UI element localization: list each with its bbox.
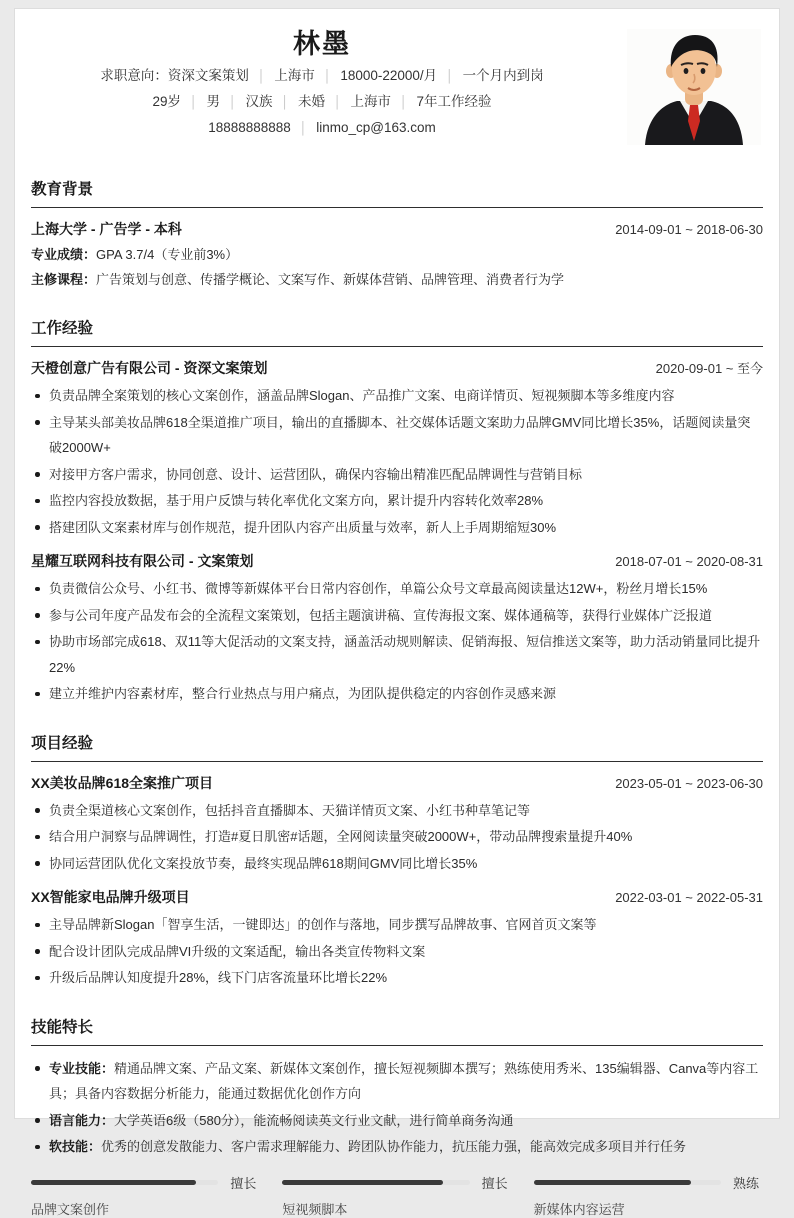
skill-text: 大学英语6级（580分），能流畅阅读英文行业文献，进行简单商务沟通 xyxy=(114,1112,514,1128)
bullet-dot-icon xyxy=(35,420,40,425)
phone-number: 18888888888 xyxy=(208,120,291,135)
ethnicity: 汉族 xyxy=(245,94,273,109)
skill-level-label: 擅长 xyxy=(481,1175,508,1191)
job-bullet-text: 负责微信公众号、小红书、微博等新媒体平台日常内容创作，单篇公众号文章最高阅读量达12W+，粉丝月增长15% xyxy=(49,581,708,596)
skill-bullet xyxy=(31,1108,763,1134)
skill-level-label: 熟练 xyxy=(732,1175,759,1191)
job-bullet xyxy=(31,410,763,461)
job-bullet xyxy=(31,515,763,541)
job-bullet xyxy=(31,629,763,680)
project-entry xyxy=(31,885,763,991)
courses-row xyxy=(31,267,763,292)
project-bullet-text: 主导品牌新Slogan「智享生活，一键即达」的创作与落地，同步撰写品牌故事、官网首页文案等 xyxy=(49,917,597,932)
contact-line xyxy=(31,115,613,141)
skill-bar-track xyxy=(282,1180,469,1185)
skill-bar xyxy=(282,1173,511,1192)
project-bullet xyxy=(31,824,763,850)
separator: │ xyxy=(299,121,308,135)
gpa-label: 专业成绩： xyxy=(31,247,97,262)
job-entry-head xyxy=(31,356,763,381)
job-bullet xyxy=(31,576,763,602)
job-intent: 求职意向：资深文案策划 xyxy=(100,68,249,83)
marital-status: 未婚 xyxy=(298,94,325,109)
company-position: 天橙创意广告有限公司 - 资深文案策划 xyxy=(31,360,268,376)
job-bullet xyxy=(31,462,763,488)
project-bullet-list xyxy=(31,912,763,991)
bullet-dot-icon xyxy=(35,1118,40,1123)
separator: │ xyxy=(257,69,266,83)
section-title-work: 工作经验 xyxy=(31,319,763,347)
bullet-dot-icon xyxy=(35,861,40,866)
job-bullet-text: 主导某头部美妆品牌618全渠道推广项目，输出的直播脚本、社交媒体话题文案助力品牌GMV同比增长35%，话题阅读量突破2000W+ xyxy=(49,414,751,455)
skill-level-label: 擅长 xyxy=(230,1175,257,1191)
separator: │ xyxy=(446,69,454,83)
job-date-range: 2018-07-01 ~ 2020-08-31 xyxy=(615,554,763,569)
skill-bar xyxy=(534,1173,763,1192)
project-title: XX智能家电品牌升级项目 xyxy=(31,889,190,905)
courses-value: 广告策划与创意、传播学概论、文案写作、新媒体营销、品牌管理、消费者行为学 xyxy=(96,272,565,287)
skill-bar-track xyxy=(31,1180,218,1185)
location: 上海市 xyxy=(350,94,391,109)
project-date-range: 2022-03-01 ~ 2022-05-31 xyxy=(615,890,763,905)
job-bullet-text: 协助市场部完成618、双11等大促活动的文案支持，涵盖活动规则解读、促销海报、短信推送文案等，助力活动销量同比提升22% xyxy=(49,634,761,675)
job-entry-head xyxy=(31,549,763,574)
bullet-dot-icon xyxy=(35,587,40,592)
project-bullet-text: 结合用户洞察与品牌调性，打造#夏日肌密#话题，全网阅读量突破2000W+，带动品牌搜索量提升40% xyxy=(49,829,633,844)
job-bullet-text: 建立并维护内容素材库，整合行业热点与用户痛点，为团队提供稳定的内容创作灵感来源 xyxy=(49,686,557,701)
candidate-name: 林墨 xyxy=(293,29,351,59)
clipped-skill-name: 品牌文案创作 xyxy=(31,1201,110,1217)
section-education xyxy=(31,180,763,292)
job-bullet-text: 参与公司年度产品发布会的全流程文案策划，包括主题演讲稿、宣传海报文案、媒体通稿等，获得行业媒体广泛报道 xyxy=(49,607,713,623)
section-projects xyxy=(31,734,763,991)
project-bullet xyxy=(31,798,763,824)
bullet-dot-icon xyxy=(35,1066,40,1071)
job-date-range: 2020-09-01 ~ 至今 xyxy=(655,361,763,376)
bullet-dot-icon xyxy=(35,976,40,981)
job-bullet-text: 搭建团队文案素材库与创作规范，提升团队内容产出质量与效率，新人上手周期缩短30% xyxy=(49,519,557,535)
skill-bar-fill xyxy=(31,1180,196,1185)
bullet-dot-icon xyxy=(35,808,40,813)
skill-bar-track xyxy=(534,1180,721,1185)
section-title-education: 教育背景 xyxy=(31,180,763,208)
separator: │ xyxy=(323,69,332,83)
skill-label: 软技能： xyxy=(49,1139,102,1154)
separator: │ xyxy=(400,95,408,109)
gender: 男 xyxy=(206,94,220,109)
job-bullet-text: 监控内容投放数据，基于用户反馈与转化率优化文案方向，累计提升内容转化效率28% xyxy=(49,493,544,508)
bullet-dot-icon xyxy=(35,472,40,477)
project-bullet-text: 配合设计团队完成品牌VI升级的文案适配，输出各类宣传物料文案 xyxy=(49,943,426,959)
education-date-range: 2014-09-01 ~ 2018-06-30 xyxy=(615,222,763,237)
bullet-dot-icon xyxy=(35,613,40,618)
skill-bars-row xyxy=(31,1173,763,1192)
bullet-dot-icon xyxy=(35,499,40,504)
skill-label: 语言能力： xyxy=(49,1112,115,1128)
age: 29岁 xyxy=(152,94,181,109)
company-position: 星耀互联网科技有限公司 - 文案策划 xyxy=(31,553,254,569)
education-entry-head xyxy=(31,217,763,242)
clipped-skill-names-row xyxy=(31,1199,763,1218)
bullet-dot-icon xyxy=(35,394,40,399)
project-entry-head xyxy=(31,771,763,796)
section-title-projects: 项目经验 xyxy=(31,734,763,762)
skill-bullet xyxy=(31,1056,763,1107)
gpa-row xyxy=(31,242,763,267)
job-bullet-list xyxy=(31,576,763,707)
skills-bullet-list xyxy=(31,1056,763,1160)
job-bullet xyxy=(31,488,763,514)
project-bullet-text: 协同运营团队优化文案投放节奏，最终实现品牌618期间GMV同比增长35% xyxy=(49,855,478,871)
project-date-range: 2023-05-01 ~ 2023-06-30 xyxy=(615,775,763,791)
clipped-skill-name: 短视频脚本 xyxy=(282,1201,348,1217)
skill-bar-fill xyxy=(282,1180,443,1185)
school-degree: 上海大学 - 广告学 - 本科 xyxy=(31,221,182,237)
header-text-block xyxy=(31,25,613,141)
bullet-dot-icon xyxy=(35,640,40,645)
job-bullet xyxy=(31,383,763,409)
section-work xyxy=(31,319,763,707)
project-bullet-text: 负责全渠道核心文案创作，包括抖音直播脚本、天猫详情页文案、小红书种草笔记等 xyxy=(49,802,531,818)
skill-bar xyxy=(31,1173,260,1192)
separator: │ xyxy=(281,95,289,109)
project-bullet xyxy=(31,965,763,991)
resume-page xyxy=(14,8,780,1217)
availability: 一个月内到岗 xyxy=(462,68,544,83)
clipped-skill-name: 新媒体内容运营 xyxy=(533,1201,625,1217)
project-bullet xyxy=(31,939,763,965)
job-entry xyxy=(31,356,763,540)
job-entry xyxy=(31,549,763,707)
bullet-dot-icon xyxy=(35,692,40,697)
bullet-dot-icon xyxy=(35,1145,40,1150)
job-bullet-text: 负责品牌全案策划的核心文案创作，涵盖品牌Slogan、产品推广文案、电商详情页、短视频脚本等多维度内容 xyxy=(49,388,675,403)
job-bullet-text: 对接甲方客户需求，协同创意、设计、运营团队，确保内容输出精准匹配品牌调性与营销目标 xyxy=(49,466,583,482)
separator: │ xyxy=(334,95,342,109)
section-skills xyxy=(31,1018,763,1218)
project-bullet-list xyxy=(31,798,763,877)
city: 上海市 xyxy=(274,68,315,83)
bullet-dot-icon xyxy=(35,835,40,840)
personal-info-line xyxy=(31,89,613,115)
project-title: XX美妆品牌618全案推广项目 xyxy=(31,774,214,791)
skill-bullet xyxy=(31,1134,763,1160)
job-intent-line xyxy=(31,63,613,89)
project-bullet xyxy=(31,912,763,938)
job-bullet xyxy=(31,681,763,707)
bullet-dot-icon xyxy=(35,525,40,530)
courses-label: 主修课程： xyxy=(31,272,97,287)
bullet-dot-icon xyxy=(35,949,40,954)
skill-text: 精通品牌文案、产品文案、新媒体文案创作，擅长短视频脚本撰写；熟练使用秀米、135编辑器、Canva等内容工具；具备内容数据分析能力，能通过数据优化创作方向 xyxy=(49,1060,759,1101)
years-experience: 7年工作经验 xyxy=(416,94,492,109)
separator: │ xyxy=(190,95,198,109)
job-bullet xyxy=(31,603,763,629)
skill-bar-fill xyxy=(534,1180,691,1185)
project-bullet-text: 升级后品牌认知度提升28%，线下门店客流量环比增长22% xyxy=(49,970,388,985)
project-bullet xyxy=(31,851,763,877)
skill-label: 专业技能： xyxy=(49,1060,115,1076)
salary-expectation: 18000-22000/月 xyxy=(340,68,438,83)
bullet-dot-icon xyxy=(35,923,40,928)
section-title-skills: 技能特长 xyxy=(31,1018,763,1046)
project-entry-head xyxy=(31,885,763,910)
job-bullet-list xyxy=(31,383,763,540)
profile-photo xyxy=(627,29,761,145)
cartoon-portrait-icon xyxy=(627,29,761,145)
resume-header xyxy=(31,25,763,153)
gpa-value: GPA 3.7/4（专业前3%） xyxy=(96,247,239,262)
email-address: linmo_cp@163.com xyxy=(316,120,436,135)
separator: │ xyxy=(229,95,237,109)
education-entry xyxy=(31,217,763,292)
project-entry xyxy=(31,771,763,877)
skill-text: 优秀的创意发散能力、客户需求理解能力、跨团队协作能力，抗压能力强，能高效完成多项目并行任务 xyxy=(101,1139,687,1154)
